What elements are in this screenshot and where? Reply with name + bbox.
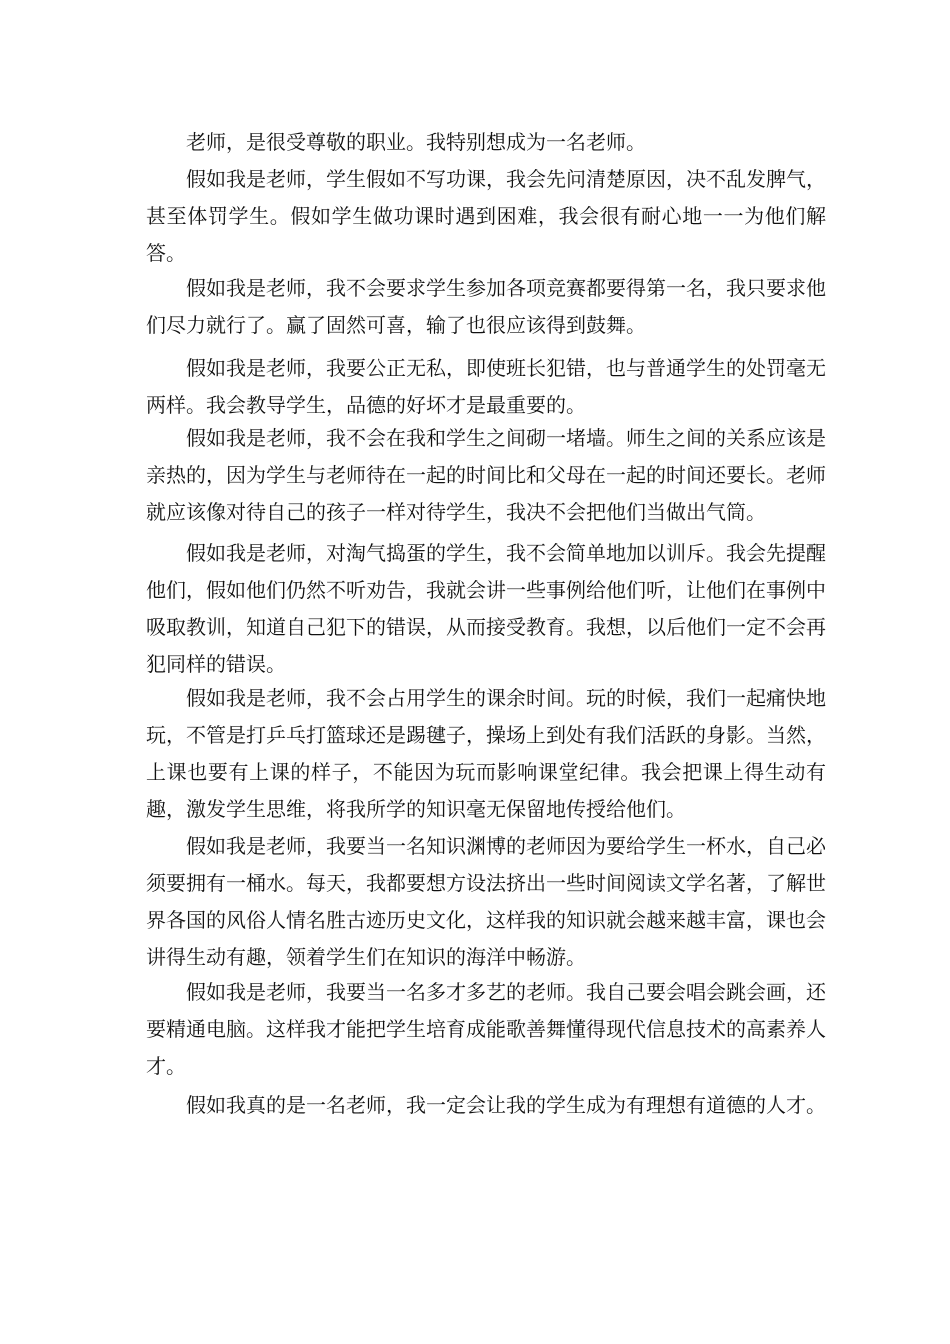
paragraph-7-block bbox=[146, 680, 826, 828]
paragraph-8: 假如我是老师，我要当一名知识渊博的老师因为要给学生一杯水，自己必须要拥有一桶水。每天，我都要想方设法挤出一些时间阅读文学名著，了解世界各国的风俗人情名胜古迹历史文化，这样我的知识就会越来越丰富，课也会讲得生动有趣，领着学生们在知识的海洋中畅游。 bbox=[146, 834, 826, 969]
paragraph-2: 假如我是老师，学生假如不写功课，我会先问清楚原因，决不乱发脾气，甚至体罚学生。假如学生做功课时遇到困难，我会很有耐心地一一为他们解答。 bbox=[146, 167, 826, 265]
paragraph-7: 假如我是老师，我不会占用学生的课余时间。玩的时候，我们一起痛快地玩，不管是打乒乓打篮球还是踢毽子，操场上到处有我们活跃的身影。当然，上课也要有上课的样子，不能因为玩而影响课堂纪律。我会把课上得生动有趣，激发学生思维，将我所学的知识毫无保留地传授给他们。 bbox=[146, 686, 826, 821]
paragraph-10-block bbox=[146, 1087, 826, 1124]
paragraph-4: 假如我是老师，我要公正无私，即使班长犯错，也与普通学生的处罚毫无两样。我会教导学生，品德的好坏才是最重要的。 bbox=[146, 356, 826, 417]
paragraph-8-block bbox=[146, 828, 826, 976]
paragraph-6-block bbox=[146, 535, 826, 683]
paragraph-9-block bbox=[146, 974, 826, 1085]
paragraph-5-block bbox=[146, 420, 826, 531]
paragraph-1-block bbox=[146, 124, 826, 161]
paragraph-3: 假如我是老师，我不会要求学生参加各项竞赛都要得第一名，我只要求他们尽力就行了。赢了固然可喜，输了也很应该得到鼓舞。 bbox=[146, 276, 826, 337]
paragraph-1: 老师，是很受尊敬的职业。我特别想成为一名老师。 bbox=[186, 130, 646, 154]
paragraph-3-block bbox=[146, 270, 826, 344]
paragraph-5: 假如我是老师，我不会在我和学生之间砌一堵墙。师生之间的关系应该是亲热的，因为学生与老师待在一起的时间比和父母在一起的时间还要长。老师就应该像对待自己的孩子一样对待学生，我决不会把他们当做出气筒。 bbox=[146, 426, 826, 524]
paragraph-10: 假如我真的是一名老师，我一定会让我的学生成为有理想有道德的人才。 bbox=[186, 1093, 826, 1117]
paragraph-2-block bbox=[146, 161, 826, 272]
paragraph-4-block bbox=[146, 350, 826, 424]
paragraph-6: 假如我是老师，对淘气捣蛋的学生，我不会简单地加以训斥。我会先提醒他们，假如他们仍然不听劝告，我就会讲一些事例给他们听，让他们在事例中吸取教训，知道自己犯下的错误，从而接受教育。我想，以后他们一定不会再犯同样的错误。 bbox=[146, 541, 826, 676]
paragraph-9: 假如我是老师，我要当一名多才多艺的老师。我自己要会唱会跳会画，还要精通电脑。这样我才能把学生培育成能歌善舞懂得现代信息技术的高素养人才。 bbox=[146, 980, 826, 1078]
